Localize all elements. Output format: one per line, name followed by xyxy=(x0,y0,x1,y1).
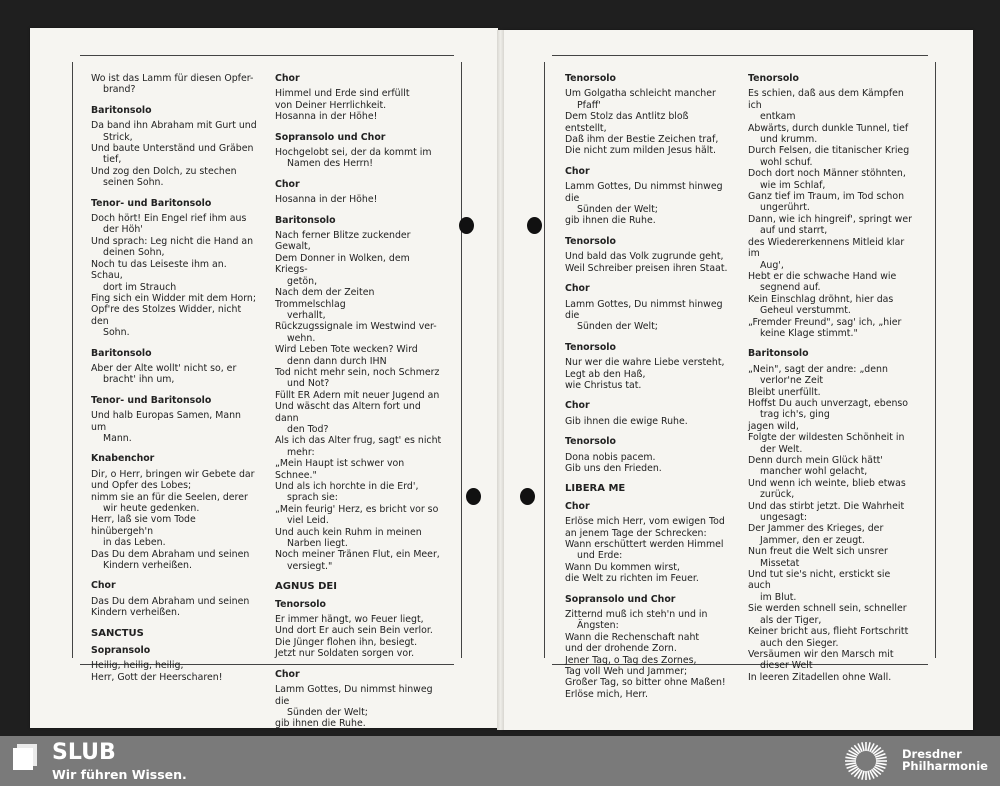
text-line: im Blut. xyxy=(760,591,797,603)
text-line: Wo ist das Lamm für diesen Opfer- xyxy=(91,73,254,84)
movement-title: LIBERA ME xyxy=(565,483,626,495)
text-line: deinen Sohn, xyxy=(103,247,165,259)
text-line: Das Du dem Abraham und seinen xyxy=(91,548,250,560)
text-line: Und als ich horchte in die Erd', xyxy=(275,481,419,492)
book-spine xyxy=(497,30,504,730)
text-line: wohl schuf. xyxy=(760,156,813,168)
text-line: Aug', xyxy=(760,259,784,271)
section-heading: Baritonsolo xyxy=(91,347,152,359)
text-line: und Opfer des Lobes; xyxy=(91,480,192,492)
text-line: zurück, xyxy=(760,489,795,501)
text-line: Erlöse mich Herr, vom ewigen Tod xyxy=(565,516,725,528)
text-line: und Not? xyxy=(287,378,330,390)
text-line: von Deiner Herrlichkeit. xyxy=(275,99,387,111)
partner-line-1: Dresdner xyxy=(902,747,962,761)
section-heading: Sopransolo und Chor xyxy=(275,131,386,143)
text-line: und der drohende Zorn. xyxy=(565,643,677,655)
text-line: segnend auf. xyxy=(760,282,821,294)
text-line: Um Golgatha schleicht mancher xyxy=(565,88,716,100)
text-line: „Nein", sagt der andre: „denn xyxy=(748,363,888,375)
text-line: ungesagt: xyxy=(760,512,808,524)
section-heading: Chor xyxy=(275,73,300,84)
logo-ray xyxy=(845,757,856,759)
text-line: Kindern verheißen. xyxy=(91,607,180,619)
text-line: Sie werden schnell sein, schneller xyxy=(748,603,907,615)
text-line: als der Tiger, xyxy=(760,614,822,626)
text-line: Pfaff' xyxy=(577,99,601,111)
text-line: Legt ab den Haß, xyxy=(565,368,646,380)
text-line: Und auch kein Ruhm in meinen xyxy=(275,526,422,538)
text-line: denn dann durch IHN xyxy=(287,355,387,367)
section-heading: Chor xyxy=(91,580,116,592)
text-line: brand? xyxy=(103,84,136,96)
text-line: tief, xyxy=(103,154,122,166)
section-heading: Tenorsolo xyxy=(565,235,616,247)
text-line: an jenem Tage der Schrecken: xyxy=(565,527,707,539)
section-heading: Tenorsolo xyxy=(275,598,326,610)
text-line: Himmel und Erde sind erfüllt xyxy=(275,88,410,100)
text-line: Folgte der wildesten Schönheit in xyxy=(748,432,905,444)
text-line: Ängsten: xyxy=(577,620,619,632)
text-line: Sohn. xyxy=(103,327,130,339)
text-line: Tag voll Weh und Jammer; xyxy=(565,666,688,678)
section-heading: Sopransolo und Chor xyxy=(565,593,676,605)
text-line: seinen Sohn. xyxy=(103,177,164,189)
text-line: viel Leid. xyxy=(287,515,329,527)
text-line: Das Du dem Abraham und seinen xyxy=(91,595,250,607)
binding-hole xyxy=(466,488,481,505)
partner-line-2: Philharmonie xyxy=(902,759,988,773)
logo-ray xyxy=(862,771,864,780)
logo-ray xyxy=(845,763,856,765)
text-line: Herr, laß sie vom Tode hinübergeh'n xyxy=(91,514,196,537)
section-heading: Tenorsolo xyxy=(565,73,616,84)
text-line: Hochgelobt sei, der da kommt im xyxy=(275,147,432,159)
section-heading: Baritonsolo xyxy=(748,348,809,360)
text-line: Großer Tag, so bitter ohne Maßen! xyxy=(565,677,726,689)
text-line: Und bald das Volk zugrunde geht, xyxy=(565,251,724,263)
text-line: verlor'ne Zeit xyxy=(760,375,824,387)
text-line: Sünden der Welt; xyxy=(577,321,658,333)
text-line: nimm sie an für die Seelen, derer xyxy=(91,491,248,503)
slub-brand: SLUB xyxy=(52,740,116,765)
text-line: Sünden der Welt; xyxy=(287,706,368,718)
text-line: jagen wild, xyxy=(748,420,799,432)
text-line: sprach sie: xyxy=(287,492,338,504)
text-line: Hoffst Du auch unverzagt, ebenso xyxy=(748,397,909,409)
text-line: „Mein feurig' Herz, es bricht vor so xyxy=(275,503,439,515)
text-line: Der Jammer des Krieges, der xyxy=(748,523,884,535)
text-line: Durch Felsen, die titanischer Krieg xyxy=(748,145,910,157)
footer-bar xyxy=(0,736,1000,786)
text-line: und Erde: xyxy=(577,550,623,562)
text-line: Noch tu das Leiseste ihm an. Schau, xyxy=(91,258,227,282)
text-line: „Mein Haupt ist schwer von Schnee." xyxy=(275,458,405,481)
text-line: Nun freut die Welt sich unsrer xyxy=(748,546,888,558)
right-top-rule xyxy=(552,55,928,56)
text-line: mancher wohl gelacht, xyxy=(760,466,868,478)
logo-ray xyxy=(862,742,864,751)
text-line: Rückzugssignale im Westwind ver- xyxy=(275,321,437,333)
text-line: den Tod? xyxy=(287,423,329,435)
text-line: Jetzt nur Soldaten sorgen vor. xyxy=(275,648,415,660)
text-line: Wann Du kommen wirst, xyxy=(565,561,680,573)
text-line: und krumm. xyxy=(760,134,818,146)
text-line: Füllt ER Adern mit neuer Jugend an xyxy=(275,389,440,401)
section-heading: Chor xyxy=(565,165,590,177)
text-line: Ganz tief im Traum, im Tod schon xyxy=(748,191,905,203)
logo-ray xyxy=(868,771,870,780)
text-line: Fing sich ein Widder mit dem Horn; xyxy=(91,292,257,304)
text-line: Opf're des Stolzes Widder, nicht den xyxy=(91,304,242,327)
text-line: gib ihnen die Ruhe. xyxy=(275,718,366,730)
text-line: Versäumen wir den Marsch mit xyxy=(748,648,894,660)
text-line: Geheul verstummt. xyxy=(760,305,851,317)
text-line: ungerührt. xyxy=(760,202,810,214)
text-line: Noch meiner Tränen Flut, ein Meer, xyxy=(275,549,440,561)
right-column-2 xyxy=(748,73,916,683)
text-line: Und halb Europas Samen, Mann um xyxy=(91,410,241,433)
text-line: Strick, xyxy=(103,131,133,143)
text-line: gib ihnen die Ruhe. xyxy=(565,215,656,227)
text-line: getön, xyxy=(287,275,318,287)
text-line: Und sprach: Leg nicht die Hand an xyxy=(91,235,254,247)
text-line: Hosanna in der Höhe! xyxy=(275,111,378,123)
logo-ray xyxy=(876,763,887,765)
text-line: Und zog den Dolch, zu stechen xyxy=(91,165,237,177)
left-column-1 xyxy=(91,73,259,692)
text-line: Jener Tag, o Tag des Zornes, xyxy=(565,654,697,666)
text-line: Weil Schreiber preisen ihren Staat. xyxy=(565,262,728,274)
logo-ray xyxy=(868,742,870,751)
text-line: Wann die Rechenschaft naht xyxy=(565,631,700,643)
text-line: Daß ihm der Bestie Zeichen traf, xyxy=(565,134,719,146)
section-heading: Tenorsolo xyxy=(748,73,799,84)
left-column-2 xyxy=(275,73,443,739)
text-line: Dona nobis pacem. xyxy=(565,451,656,463)
text-line: Dem Donner in Wolken, dem Kriegs- xyxy=(275,252,410,276)
text-line: Da band ihn Abraham mit Gurt und xyxy=(91,120,257,132)
section-heading: Chor xyxy=(275,668,300,680)
text-line: Gib ihnen die ewige Ruhe. xyxy=(565,415,688,427)
binding-hole xyxy=(459,217,474,234)
text-line: Und dort Er auch sein Bein verlor. xyxy=(275,625,433,637)
text-line: wie Christus tat. xyxy=(565,379,642,391)
text-line: Herr, Gott der Heerscharen! xyxy=(91,671,223,683)
text-line: Bleibt unerfüllt. xyxy=(748,386,821,398)
text-line: In leeren Zitadellen ohne Wall. xyxy=(748,671,892,683)
text-line: Aber der Alte wollt' nicht so, er xyxy=(91,362,237,374)
text-line: Missetat xyxy=(760,557,800,569)
text-line: Nur wer die wahre Liebe versteht, xyxy=(565,357,725,369)
text-line: Lamm Gottes, Du nimmst hinweg die xyxy=(565,181,723,204)
text-line: auch den Sieger. xyxy=(760,637,839,649)
text-line: Hebt er die schwache Hand wie xyxy=(748,270,897,282)
text-line: die Welt zu richten im Feuer. xyxy=(565,573,699,585)
section-heading: Chor xyxy=(565,500,590,512)
text-line: Lamm Gottes, Du nimmst hinweg die xyxy=(565,298,723,321)
text-line: Lamm Gottes, Du nimmst hinweg die xyxy=(275,684,433,707)
partner-name xyxy=(902,748,988,772)
left-top-rule xyxy=(80,55,454,56)
section-heading: Chor xyxy=(275,178,300,190)
movement-title: AGNUS DEI xyxy=(275,581,337,593)
text-line: versiegt." xyxy=(287,560,333,572)
text-line: Und das stirbt jetzt. Die Wahrheit xyxy=(748,500,905,512)
text-line: entkam xyxy=(760,111,796,123)
text-line: Die Jünger flohen ihn, besiegt. xyxy=(275,636,418,648)
binding-hole xyxy=(527,217,542,234)
section-heading: Sopransolo xyxy=(91,645,151,657)
text-line: Erlöse mich, Herr. xyxy=(565,688,649,700)
section-heading: Baritonsolo xyxy=(275,214,336,226)
text-line: auf und starrt, xyxy=(760,225,828,237)
text-line: Mann. xyxy=(103,432,132,444)
text-line: Dann, wie ich hingreif', springt wer xyxy=(748,213,912,225)
section-heading: Tenor- und Baritonsolo xyxy=(91,197,212,209)
binding-hole xyxy=(520,488,535,505)
text-line: Die nicht zum milden Jesus hält. xyxy=(565,145,716,157)
text-line: Dir, o Herr, bringen wir Gebete dar xyxy=(91,468,255,480)
text-line: Keiner bricht aus, flieht Fortschritt xyxy=(748,626,909,638)
text-line: Als ich das Alter frug, sagt' es nicht xyxy=(275,435,442,447)
text-line: wie im Schlaf, xyxy=(760,179,826,191)
section-heading: Tenorsolo xyxy=(565,436,616,448)
slub-logo-icon xyxy=(12,742,38,772)
text-line: Doch dort noch Männer stöhnten, xyxy=(748,168,906,180)
text-line: Namen des Herrn! xyxy=(287,158,374,170)
text-line: Nach dem der Zeiten Trommelschlag xyxy=(275,287,375,310)
text-line: Es schien, daß aus dem Kämpfen ich xyxy=(748,88,904,111)
section-heading: Tenorsolo xyxy=(565,341,616,353)
slub-tagline: Wir führen Wissen. xyxy=(52,767,187,782)
text-line: Kein Einschlag dröhnt, hier das xyxy=(748,293,894,305)
logo-ray xyxy=(876,757,887,759)
text-line: in das Leben. xyxy=(103,537,166,549)
text-line: dieser Welt xyxy=(760,660,813,672)
text-line: Wann erschüttert werden Himmel xyxy=(565,539,724,550)
text-line: Narben liegt. xyxy=(287,538,348,550)
text-line: verhallt, xyxy=(287,309,326,321)
section-heading: Chor xyxy=(565,283,590,295)
text-line: Nach ferner Blitze zuckender Gewalt, xyxy=(275,230,411,253)
section-heading: Chor xyxy=(565,400,590,412)
text-line: Sünden der Welt; xyxy=(577,204,658,216)
text-line: wehn. xyxy=(287,332,316,344)
movement-title: SANCTUS xyxy=(91,627,144,639)
text-line: Gib uns den Frieden. xyxy=(565,462,662,474)
text-line: Zitternd muß ich steh'n und in xyxy=(565,609,708,621)
text-line: Doch hört! Ein Engel rief ihm aus xyxy=(91,213,247,225)
text-line: Und baute Unterständ und Gräben xyxy=(91,143,254,155)
text-line: Tod nicht mehr sein, noch Schmerz xyxy=(275,366,440,378)
text-line: Und wäscht das Altern fort und dann xyxy=(275,401,421,424)
right-column-1 xyxy=(565,73,733,709)
text-line: Dem Stolz das Antlitz bloß entstellt, xyxy=(565,111,689,134)
text-line: Jammer, den er zeugt. xyxy=(760,534,865,546)
text-line: bracht' ihn um, xyxy=(103,374,175,386)
text-line: Und tut sie's nicht, erstickt sie auch xyxy=(748,569,891,592)
text-line: mehr: xyxy=(287,446,315,458)
text-line: der Welt. xyxy=(760,443,803,455)
section-heading: Baritonsolo xyxy=(91,104,152,116)
text-line: Er immer hängt, wo Feuer liegt, xyxy=(275,614,424,626)
text-line: wir heute gedenken. xyxy=(103,503,200,514)
text-line: Wird Leben Tote wecken? Wird xyxy=(275,344,418,356)
section-heading: Tenor- und Baritonsolo xyxy=(91,394,212,406)
text-line: keine Klage stimmt." xyxy=(760,327,858,339)
philharmonie-logo-icon xyxy=(840,739,892,783)
text-line: der Höh' xyxy=(103,224,143,236)
text-line: „Fremder Freund", sag' ich, „hier xyxy=(748,316,902,328)
text-line: dort im Strauch xyxy=(103,281,177,293)
text-line: Kindern verheißen. xyxy=(103,560,192,572)
section-heading: Knabenchor xyxy=(91,453,155,465)
text-line: trag ich's, ging xyxy=(760,409,830,421)
text-line: Hosanna in der Höhe! xyxy=(275,194,378,206)
text-line: des Wiedererkennens Mitleid klar im xyxy=(748,236,905,260)
text-line: Heilig, heilig, heilig, xyxy=(91,660,184,672)
text-line: Abwärts, durch dunkle Tunnel, tief xyxy=(748,122,909,134)
text-line: Denn durch mein Glück hätt' xyxy=(748,455,883,466)
text-line: Und wenn ich weinte, blieb etwas xyxy=(748,477,906,489)
